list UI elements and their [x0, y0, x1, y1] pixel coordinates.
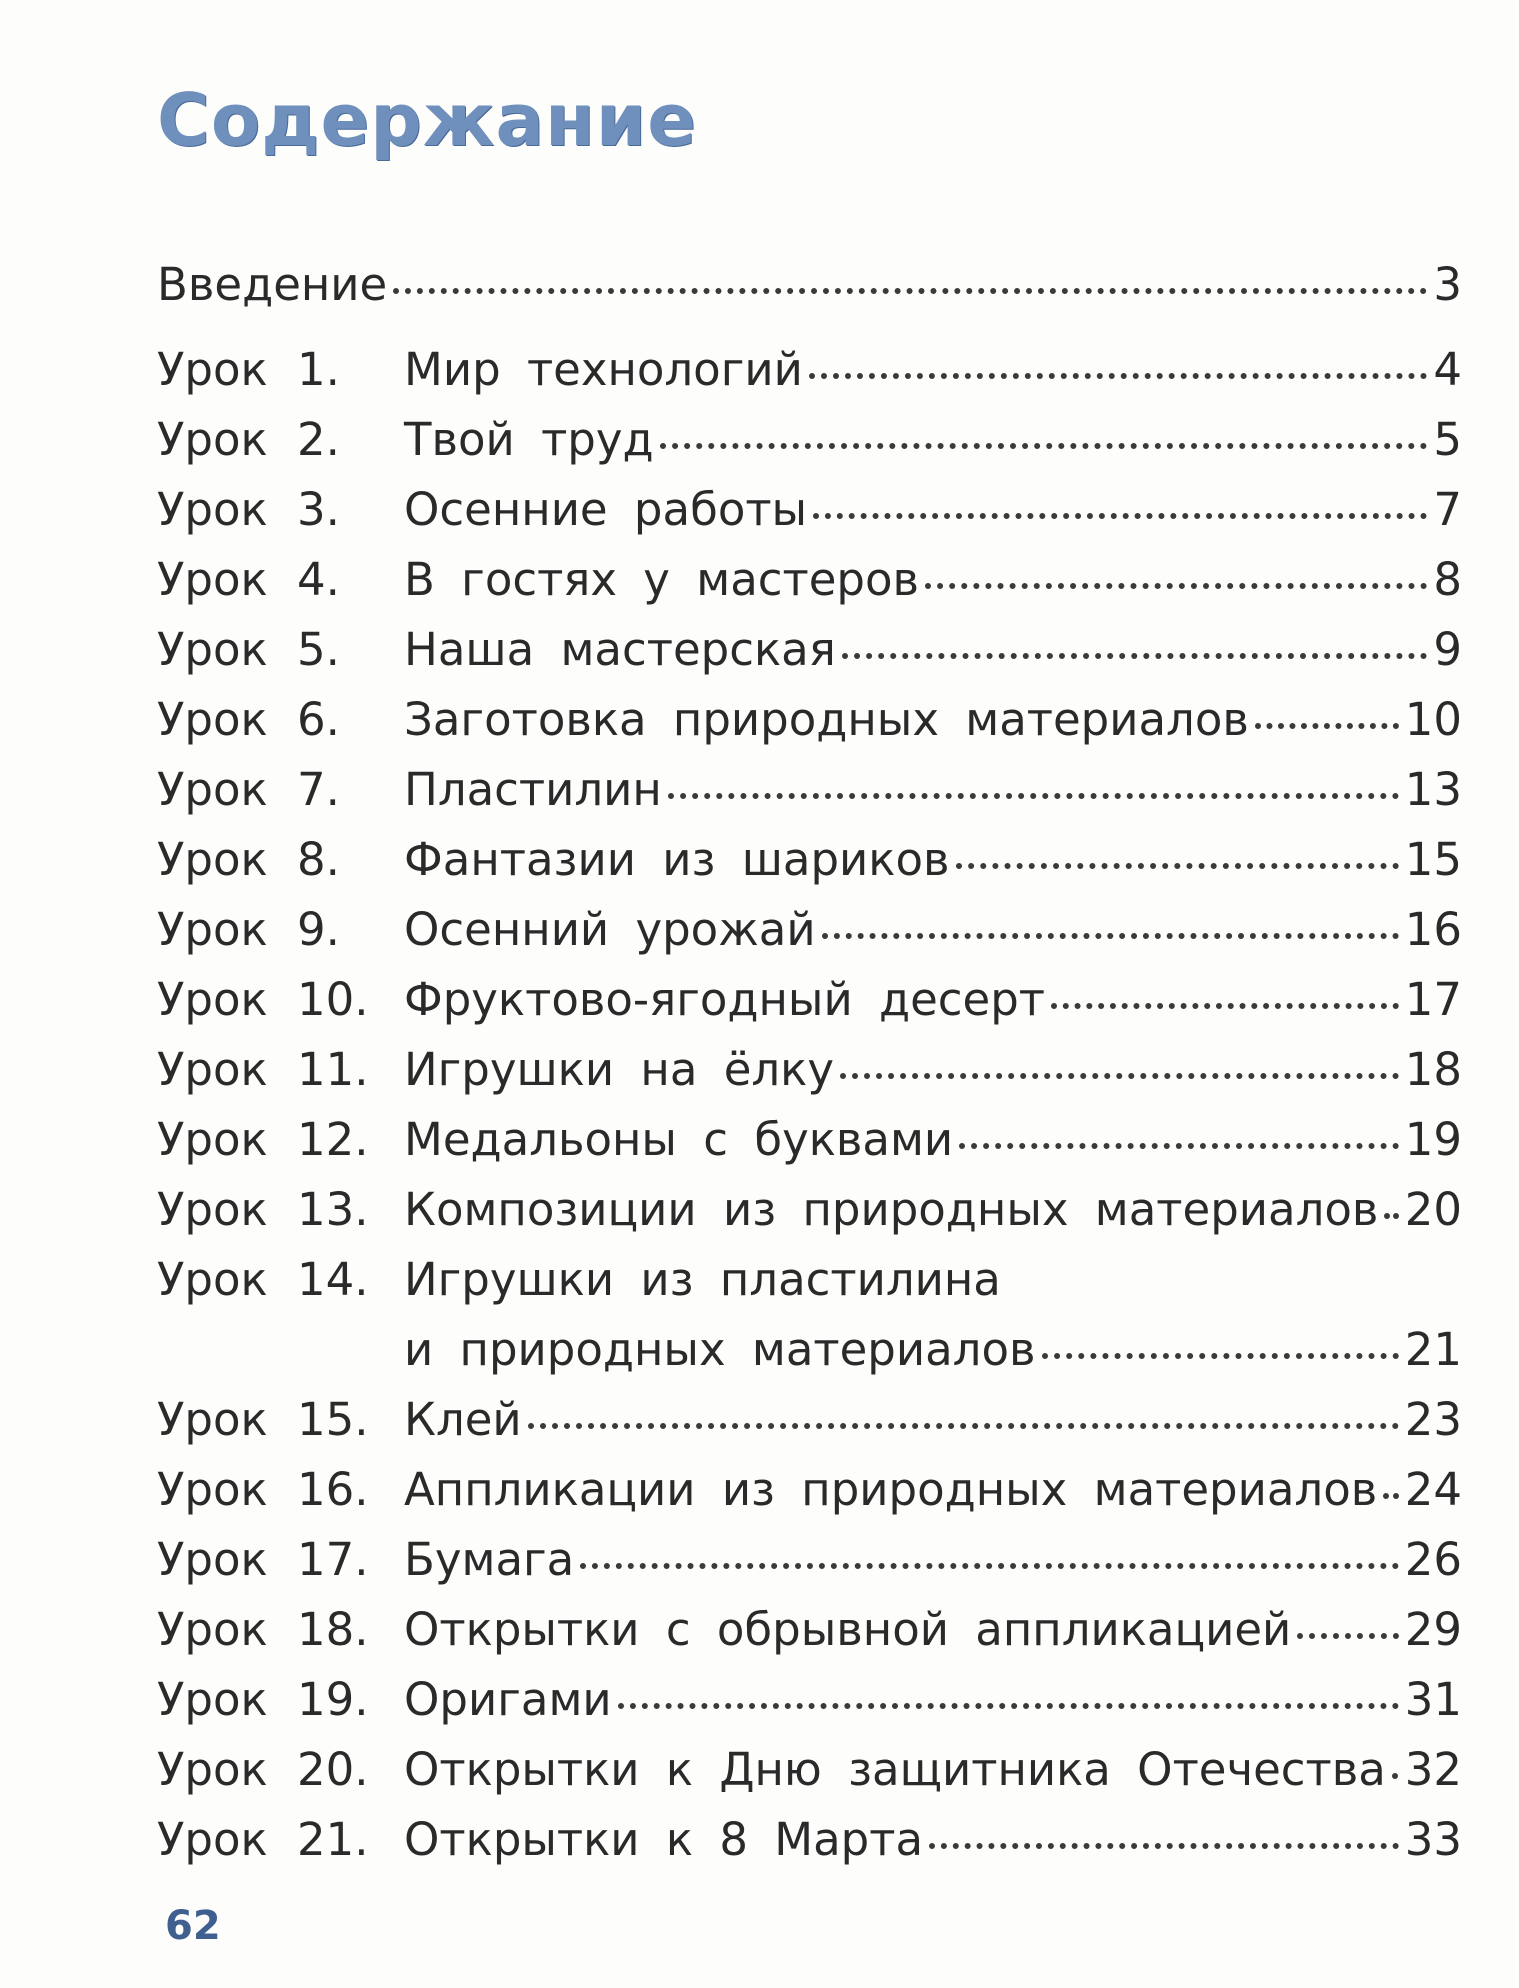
toc-title: Фруктово-ягодный десерт: [404, 973, 1046, 1026]
dot-leader: [1051, 1003, 1399, 1009]
dot-leader: [1392, 1773, 1399, 1779]
toc-page: 5: [1433, 413, 1462, 466]
lesson-label: Урок: [157, 763, 268, 816]
lesson-label: Урок: [157, 1463, 268, 1516]
lesson-label: Урок: [157, 1673, 268, 1726]
lesson-number: 18.: [297, 1603, 369, 1656]
toc-title: Клей: [404, 1393, 522, 1446]
dot-leader: [959, 1143, 1399, 1149]
lesson-number: 20.: [297, 1743, 369, 1796]
toc-row[interactable]: [157, 903, 1462, 977]
toc-row[interactable]: [157, 1603, 1462, 1677]
toc-row[interactable]: [157, 1743, 1462, 1817]
dot-leader: [929, 1843, 1399, 1849]
lesson-label: Урок: [157, 973, 268, 1026]
toc-page: 26: [1404, 1533, 1462, 1586]
lesson-label: Урок: [157, 1253, 268, 1306]
lesson-label: Урок: [157, 1393, 268, 1446]
toc-page: 7: [1433, 483, 1462, 536]
lesson-number: 1.: [297, 343, 340, 396]
toc-title: Игрушки на ёлку: [404, 1043, 834, 1096]
toc-row[interactable]: [157, 1393, 1462, 1467]
lesson-number: 17.: [297, 1533, 369, 1586]
lesson-number: 2.: [297, 413, 340, 466]
lesson-label: Урок: [157, 1603, 268, 1656]
dot-leader: [618, 1703, 1399, 1709]
lesson-number: 7.: [297, 763, 340, 816]
dot-leader: [1384, 1213, 1398, 1219]
dot-leader: [925, 583, 1427, 589]
dot-leader: [842, 653, 1428, 659]
dot-leader: [528, 1423, 1399, 1429]
lesson-number: 6.: [297, 693, 340, 746]
lesson-label: Урок: [157, 623, 268, 676]
toc-title-continuation: и природных материалов: [404, 1323, 1036, 1376]
lesson-label: Урок: [157, 1043, 268, 1096]
toc-title: Оригами: [404, 1673, 612, 1726]
toc-row[interactable]: [157, 413, 1462, 487]
toc-page: 23: [1404, 1393, 1462, 1446]
toc-title: Твой труд: [404, 413, 654, 466]
toc-row[interactable]: [157, 1253, 1462, 1327]
lesson-number: 10.: [297, 973, 369, 1026]
toc-page: 13: [1404, 763, 1462, 816]
toc-title: Мир технологий: [404, 343, 803, 396]
toc-page: 10: [1404, 693, 1462, 746]
toc-title: Заготовка природных материалов: [404, 693, 1249, 746]
toc-row[interactable]: [157, 693, 1462, 767]
toc-page: 24: [1404, 1463, 1462, 1516]
toc-page: 8: [1433, 553, 1462, 606]
toc-title: Открытки с обрывной аппликацией: [404, 1603, 1292, 1656]
toc-title: Осенний урожай: [404, 903, 816, 956]
lesson-label: Урок: [157, 1813, 268, 1866]
page-title: Содержание: [157, 78, 698, 162]
lesson-label: Урок: [157, 1743, 268, 1796]
toc-title: Наша мастерская: [404, 623, 836, 676]
lesson-number: 19.: [297, 1673, 369, 1726]
table-of-contents: [157, 258, 1462, 1887]
lesson-label: Урок: [157, 1113, 268, 1166]
toc-title: Медальоны с буквами: [404, 1113, 954, 1166]
lesson-number: 9.: [297, 903, 340, 956]
dot-leader: [1297, 1633, 1398, 1639]
toc-page: 32: [1404, 1743, 1462, 1796]
dot-leader: [580, 1563, 1398, 1569]
dot-leader: [822, 933, 1399, 939]
lesson-number: 4.: [297, 553, 340, 606]
toc-page: 31: [1404, 1673, 1462, 1726]
dot-leader: [1383, 1493, 1398, 1499]
toc-page: 19: [1404, 1113, 1462, 1166]
toc-title: Игрушки из пластилина: [404, 1253, 1001, 1306]
toc-title: Аппликации из природных материалов: [404, 1463, 1378, 1516]
toc-row[interactable]: [157, 1673, 1462, 1747]
lesson-number: 16.: [297, 1463, 369, 1516]
dot-leader: [840, 1073, 1399, 1079]
toc-row[interactable]: [157, 1463, 1462, 1537]
lesson-label: Урок: [157, 413, 268, 466]
dot-leader: [813, 513, 1427, 519]
lesson-number: 21.: [297, 1813, 369, 1866]
lesson-number: 14.: [297, 1253, 369, 1306]
dot-leader: [809, 373, 1428, 379]
toc-page: 21: [1404, 1323, 1462, 1376]
dot-leader: [956, 863, 1399, 869]
toc-row[interactable]: [157, 1183, 1462, 1257]
toc-row[interactable]: [157, 623, 1462, 697]
toc-title: Бумага: [404, 1533, 575, 1586]
toc-page: 3: [1433, 258, 1462, 311]
lesson-number: 12.: [297, 1113, 369, 1166]
lesson-label: Урок: [157, 833, 268, 886]
toc-page: 15: [1404, 833, 1462, 886]
lesson-number: 11.: [297, 1043, 369, 1096]
toc-title: Фантазии из шариков: [404, 833, 950, 886]
toc-title: Введение: [157, 258, 388, 311]
lesson-label: Урок: [157, 343, 268, 396]
toc-row[interactable]: [157, 343, 1462, 417]
toc-row[interactable]: [157, 1043, 1462, 1117]
lesson-label: Урок: [157, 1533, 268, 1586]
lesson-label: Урок: [157, 483, 268, 536]
toc-page: 9: [1433, 623, 1462, 676]
toc-title: В гостях у мастеров: [404, 553, 920, 606]
toc-title: Пластилин: [404, 763, 662, 816]
toc-title: Открытки к 8 Марта: [404, 1813, 924, 1866]
toc-title: Открытки к Дню защитника Отечества: [404, 1743, 1386, 1796]
toc-page: 16: [1404, 903, 1462, 956]
toc-row[interactable]: [157, 973, 1462, 1047]
lesson-label: Урок: [157, 693, 268, 746]
toc-row[interactable]: [157, 763, 1462, 837]
lesson-number: 3.: [297, 483, 340, 536]
toc-row[interactable]: [157, 483, 1462, 557]
toc-row[interactable]: [157, 553, 1462, 627]
lesson-number: 5.: [297, 623, 340, 676]
toc-page: 33: [1404, 1813, 1462, 1866]
dot-leader: [1255, 723, 1399, 729]
lesson-label: Урок: [157, 903, 268, 956]
page-number: 62: [165, 1903, 221, 1949]
dot-leader: [660, 443, 1428, 449]
toc-page: 17: [1404, 973, 1462, 1026]
dot-leader: [393, 288, 1427, 294]
toc-title: Осенние работы: [404, 483, 808, 536]
lesson-number: 15.: [297, 1393, 369, 1446]
lesson-number: 13.: [297, 1183, 369, 1236]
toc-title: Композиции из природных материалов: [404, 1183, 1379, 1236]
lesson-number: 8.: [297, 833, 340, 886]
toc-row-continuation[interactable]: [157, 1323, 1462, 1397]
toc-page: 4: [1433, 343, 1462, 396]
lesson-list: [157, 343, 1462, 1887]
toc-row[interactable]: [157, 1813, 1462, 1887]
toc-row-intro[interactable]: [157, 258, 1462, 327]
toc-page: 18: [1404, 1043, 1462, 1096]
toc-page: 29: [1404, 1603, 1462, 1656]
dot-leader: [1042, 1353, 1399, 1359]
toc-row[interactable]: [157, 1533, 1462, 1607]
lesson-label: Урок: [157, 553, 268, 606]
toc-row[interactable]: [157, 833, 1462, 907]
toc-row[interactable]: [157, 1113, 1462, 1187]
toc-page: 20: [1404, 1183, 1462, 1236]
lesson-label: Урок: [157, 1183, 268, 1236]
dot-leader: [668, 793, 1399, 799]
